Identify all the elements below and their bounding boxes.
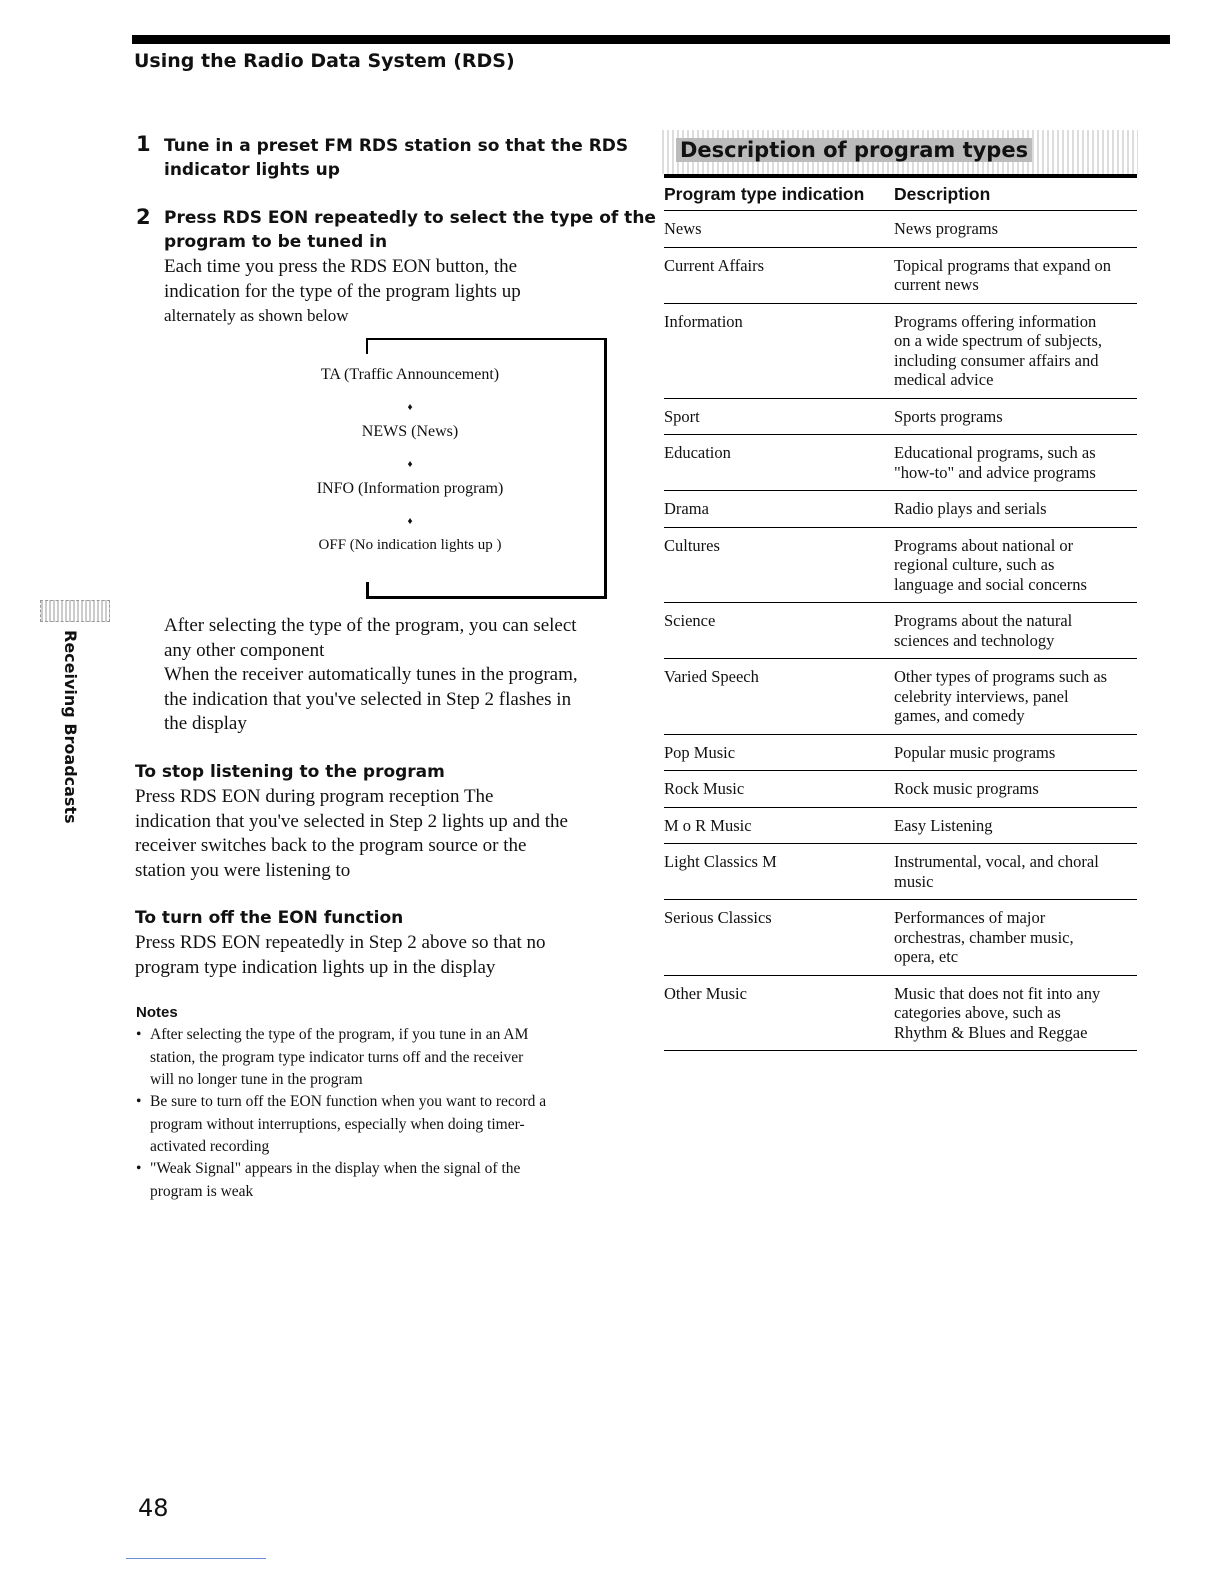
paragraph-line: Press RDS EON repeatedly in Step 2 above so that no bbox=[135, 932, 546, 953]
description-line: orchestras, chamber music, bbox=[894, 927, 1074, 947]
cycle-diagram bbox=[250, 338, 610, 600]
cycle-arrow: ♦ bbox=[407, 459, 413, 470]
table-row bbox=[664, 491, 1137, 528]
description-line: regional culture, such as bbox=[894, 555, 1055, 574]
step-2-heading-line: program to be tuned in bbox=[164, 232, 388, 252]
description-line: "how-to" and advice programs bbox=[894, 462, 1096, 482]
note-line: After selecting the type of the program, if you tune in an AM bbox=[150, 1026, 529, 1043]
cycle-arrow: ♦ bbox=[407, 516, 413, 527]
note-item bbox=[136, 1091, 616, 1159]
program-type-cell: Light Classics M bbox=[664, 852, 777, 871]
description-cell bbox=[894, 491, 1137, 527]
description-cell bbox=[894, 603, 1137, 658]
program-type-cell: Information bbox=[664, 311, 743, 331]
note-line: will no longer tune in the program bbox=[150, 1071, 363, 1088]
header-rule bbox=[132, 35, 1170, 44]
description-cell bbox=[894, 211, 1137, 247]
step-2-body-line: Each time you press the RDS EON button, the bbox=[164, 256, 518, 277]
table-body bbox=[664, 211, 1137, 1051]
program-type-cell: Drama bbox=[664, 499, 709, 518]
program-types-table bbox=[664, 178, 1137, 1051]
program-type-cell: Cultures bbox=[664, 535, 720, 555]
step-1-heading-line: indicator lights up bbox=[164, 160, 340, 180]
description-line: current news bbox=[894, 275, 979, 294]
cycle-line-exit bbox=[366, 582, 369, 598]
description-line: categories above, such as bbox=[894, 1003, 1061, 1022]
description-line: Music that does not fit into any bbox=[894, 983, 1101, 1003]
note-line: program without interruptions, especially when doing timer- bbox=[150, 1115, 525, 1133]
table-row bbox=[664, 399, 1137, 436]
description-line: Rhythm & Blues and Reggae bbox=[894, 1022, 1088, 1042]
description-line: Educational programs, such as bbox=[894, 443, 1096, 462]
note-item bbox=[136, 1158, 616, 1203]
paragraph-line: program type indication lights up in the display bbox=[135, 956, 496, 978]
description-line: Radio plays and serials bbox=[894, 499, 1047, 518]
description-line: Programs about national or bbox=[894, 535, 1074, 555]
step-1-heading bbox=[164, 134, 628, 182]
table-banner-title: Description of program types bbox=[676, 138, 1032, 162]
table-row bbox=[664, 603, 1137, 659]
program-type-cell: Other Music bbox=[664, 983, 747, 1003]
page-number: 48 bbox=[138, 1494, 169, 1522]
description-line: Easy Listening bbox=[894, 815, 993, 835]
description-line: celebrity interviews, panel bbox=[894, 686, 1069, 706]
table-row bbox=[664, 900, 1137, 976]
notes-title: Notes bbox=[136, 1004, 178, 1021]
description-line: opera, etc bbox=[894, 947, 959, 966]
description-line: Sports programs bbox=[894, 406, 1003, 426]
paragraph-line: the indication that you've selected in Step 2 flashes in bbox=[164, 688, 572, 710]
program-type-cell: Pop Music bbox=[664, 742, 736, 762]
description-line: Programs about the natural bbox=[894, 611, 1073, 630]
cycle-arrow: ♦ bbox=[407, 402, 413, 413]
side-section-label bbox=[60, 630, 84, 840]
description-line: games, and comedy bbox=[894, 706, 1025, 725]
table-row bbox=[664, 211, 1137, 248]
program-type-cell: Varied Speech bbox=[664, 667, 759, 686]
paragraph-line: the display bbox=[164, 713, 247, 734]
program-type-cell: Education bbox=[664, 443, 731, 462]
table-banner bbox=[662, 130, 1138, 174]
table-row bbox=[664, 435, 1137, 491]
description-cell bbox=[894, 976, 1137, 1051]
cycle-line-entry bbox=[366, 338, 368, 354]
table-row bbox=[664, 735, 1137, 772]
side-tab-marker bbox=[40, 600, 110, 622]
note-item bbox=[136, 1024, 616, 1092]
description-cell bbox=[894, 399, 1137, 435]
table-row bbox=[664, 248, 1137, 304]
table-header-description: Description bbox=[894, 184, 991, 204]
table-row bbox=[664, 528, 1137, 604]
description-line: on a wide spectrum of subjects, bbox=[894, 331, 1103, 350]
description-line: Instrumental, vocal, and choral bbox=[894, 852, 1099, 871]
eon-off-body bbox=[135, 931, 546, 980]
program-type-cell: Science bbox=[664, 611, 716, 630]
paragraph-line: indication that you've selected in Step 2 lights up and the bbox=[135, 810, 568, 832]
description-cell bbox=[894, 659, 1137, 734]
table-row bbox=[664, 771, 1137, 808]
after-selection-paragraph bbox=[164, 614, 578, 737]
description-line: Rock music programs bbox=[894, 779, 1039, 798]
description-cell bbox=[894, 808, 1137, 844]
cycle-item-news: NEWS (News) bbox=[361, 423, 459, 440]
cycle-item-off: OFF (No indication lights up ) bbox=[318, 537, 502, 553]
description-cell bbox=[894, 435, 1137, 490]
description-line: Popular music programs bbox=[894, 742, 1056, 762]
cycle-line-right bbox=[604, 338, 607, 598]
stop-listening-heading: To stop listening to the program bbox=[135, 762, 445, 782]
description-cell bbox=[894, 771, 1137, 807]
description-line: language and social concerns bbox=[894, 574, 1087, 594]
table-row bbox=[664, 976, 1137, 1052]
step-2-body-line: alternately as shown below bbox=[164, 306, 349, 325]
page-title: Using the Radio Data System (RDS) bbox=[134, 50, 515, 72]
program-type-cell: M o R Music bbox=[664, 815, 752, 835]
step-2-body-line: indication for the type of the program lights up bbox=[164, 280, 521, 302]
step-2-heading bbox=[164, 206, 656, 254]
description-cell bbox=[894, 844, 1137, 899]
note-line: "Weak Signal" appears in the display when the signal of the bbox=[150, 1160, 521, 1177]
eon-off-heading: To turn off the EON function bbox=[135, 908, 404, 928]
table-row bbox=[664, 844, 1137, 900]
table-row bbox=[664, 659, 1137, 735]
description-cell bbox=[894, 735, 1137, 771]
bullet-icon: • bbox=[136, 1026, 142, 1043]
step-2-heading-line: Press RDS EON repeatedly to select the type of the bbox=[164, 208, 656, 228]
table-row bbox=[664, 304, 1137, 399]
description-line: News programs bbox=[894, 219, 999, 238]
description-line: Performances of major bbox=[894, 908, 1046, 927]
description-cell bbox=[894, 248, 1137, 303]
table-header-type: Program type indication bbox=[664, 184, 865, 204]
note-line: activated recording bbox=[150, 1138, 270, 1155]
description-cell bbox=[894, 528, 1137, 603]
paragraph-line: any other component bbox=[164, 639, 325, 661]
description-line: including consumer affairs and bbox=[894, 350, 1099, 370]
description-line: Topical programs that expand on bbox=[894, 255, 1111, 275]
step-2-number: 2 bbox=[136, 205, 151, 229]
cycle-line-bottom bbox=[366, 596, 607, 599]
description-line: Other types of programs such as bbox=[894, 667, 1108, 686]
step-2-body bbox=[164, 255, 521, 329]
description-line: music bbox=[894, 871, 934, 891]
program-type-cell: Current Affairs bbox=[664, 255, 765, 275]
paragraph-line: receiver switches back to the program source or the bbox=[135, 835, 527, 856]
step-1-number: 1 bbox=[136, 132, 151, 156]
program-type-cell: Sport bbox=[664, 406, 700, 426]
cycle-line-top bbox=[366, 338, 606, 340]
paragraph-line: After selecting the type of the program, you can select bbox=[164, 615, 577, 636]
bullet-icon: • bbox=[136, 1093, 142, 1110]
step-1-heading-line: Tune in a preset FM RDS station so that the RDS bbox=[164, 136, 629, 156]
program-type-cell: Serious Classics bbox=[664, 908, 772, 927]
bullet-icon: • bbox=[136, 1160, 142, 1177]
stop-listening-body bbox=[135, 785, 568, 883]
description-line: medical advice bbox=[894, 370, 994, 389]
program-type-cell: Rock Music bbox=[664, 779, 745, 798]
cycle-item-info: INFO (Information program) bbox=[316, 480, 504, 497]
paragraph-line: When the receiver automatically tunes in the program, bbox=[164, 664, 578, 685]
paragraph-line: Press RDS EON during program reception The bbox=[135, 786, 494, 807]
table-row bbox=[664, 808, 1137, 845]
table-header-row bbox=[664, 178, 1137, 211]
note-line: Be sure to turn off the EON function when you want to record a bbox=[150, 1093, 547, 1110]
footer-rule bbox=[126, 1558, 266, 1559]
cycle-item-ta: TA (Traffic Announcement) bbox=[320, 366, 500, 383]
description-line: Programs offering information bbox=[894, 311, 1097, 331]
paragraph-line: station you were listening to bbox=[135, 859, 351, 881]
program-type-cell: News bbox=[664, 219, 702, 238]
side-section-label-text: Receiving Broadcasts bbox=[61, 630, 80, 824]
note-line: station, the program type indicator turns off and the receiver bbox=[150, 1048, 524, 1066]
description-cell bbox=[894, 900, 1137, 975]
description-line: sciences and technology bbox=[894, 630, 1055, 650]
description-cell bbox=[894, 304, 1137, 398]
note-line: program is weak bbox=[150, 1182, 254, 1200]
